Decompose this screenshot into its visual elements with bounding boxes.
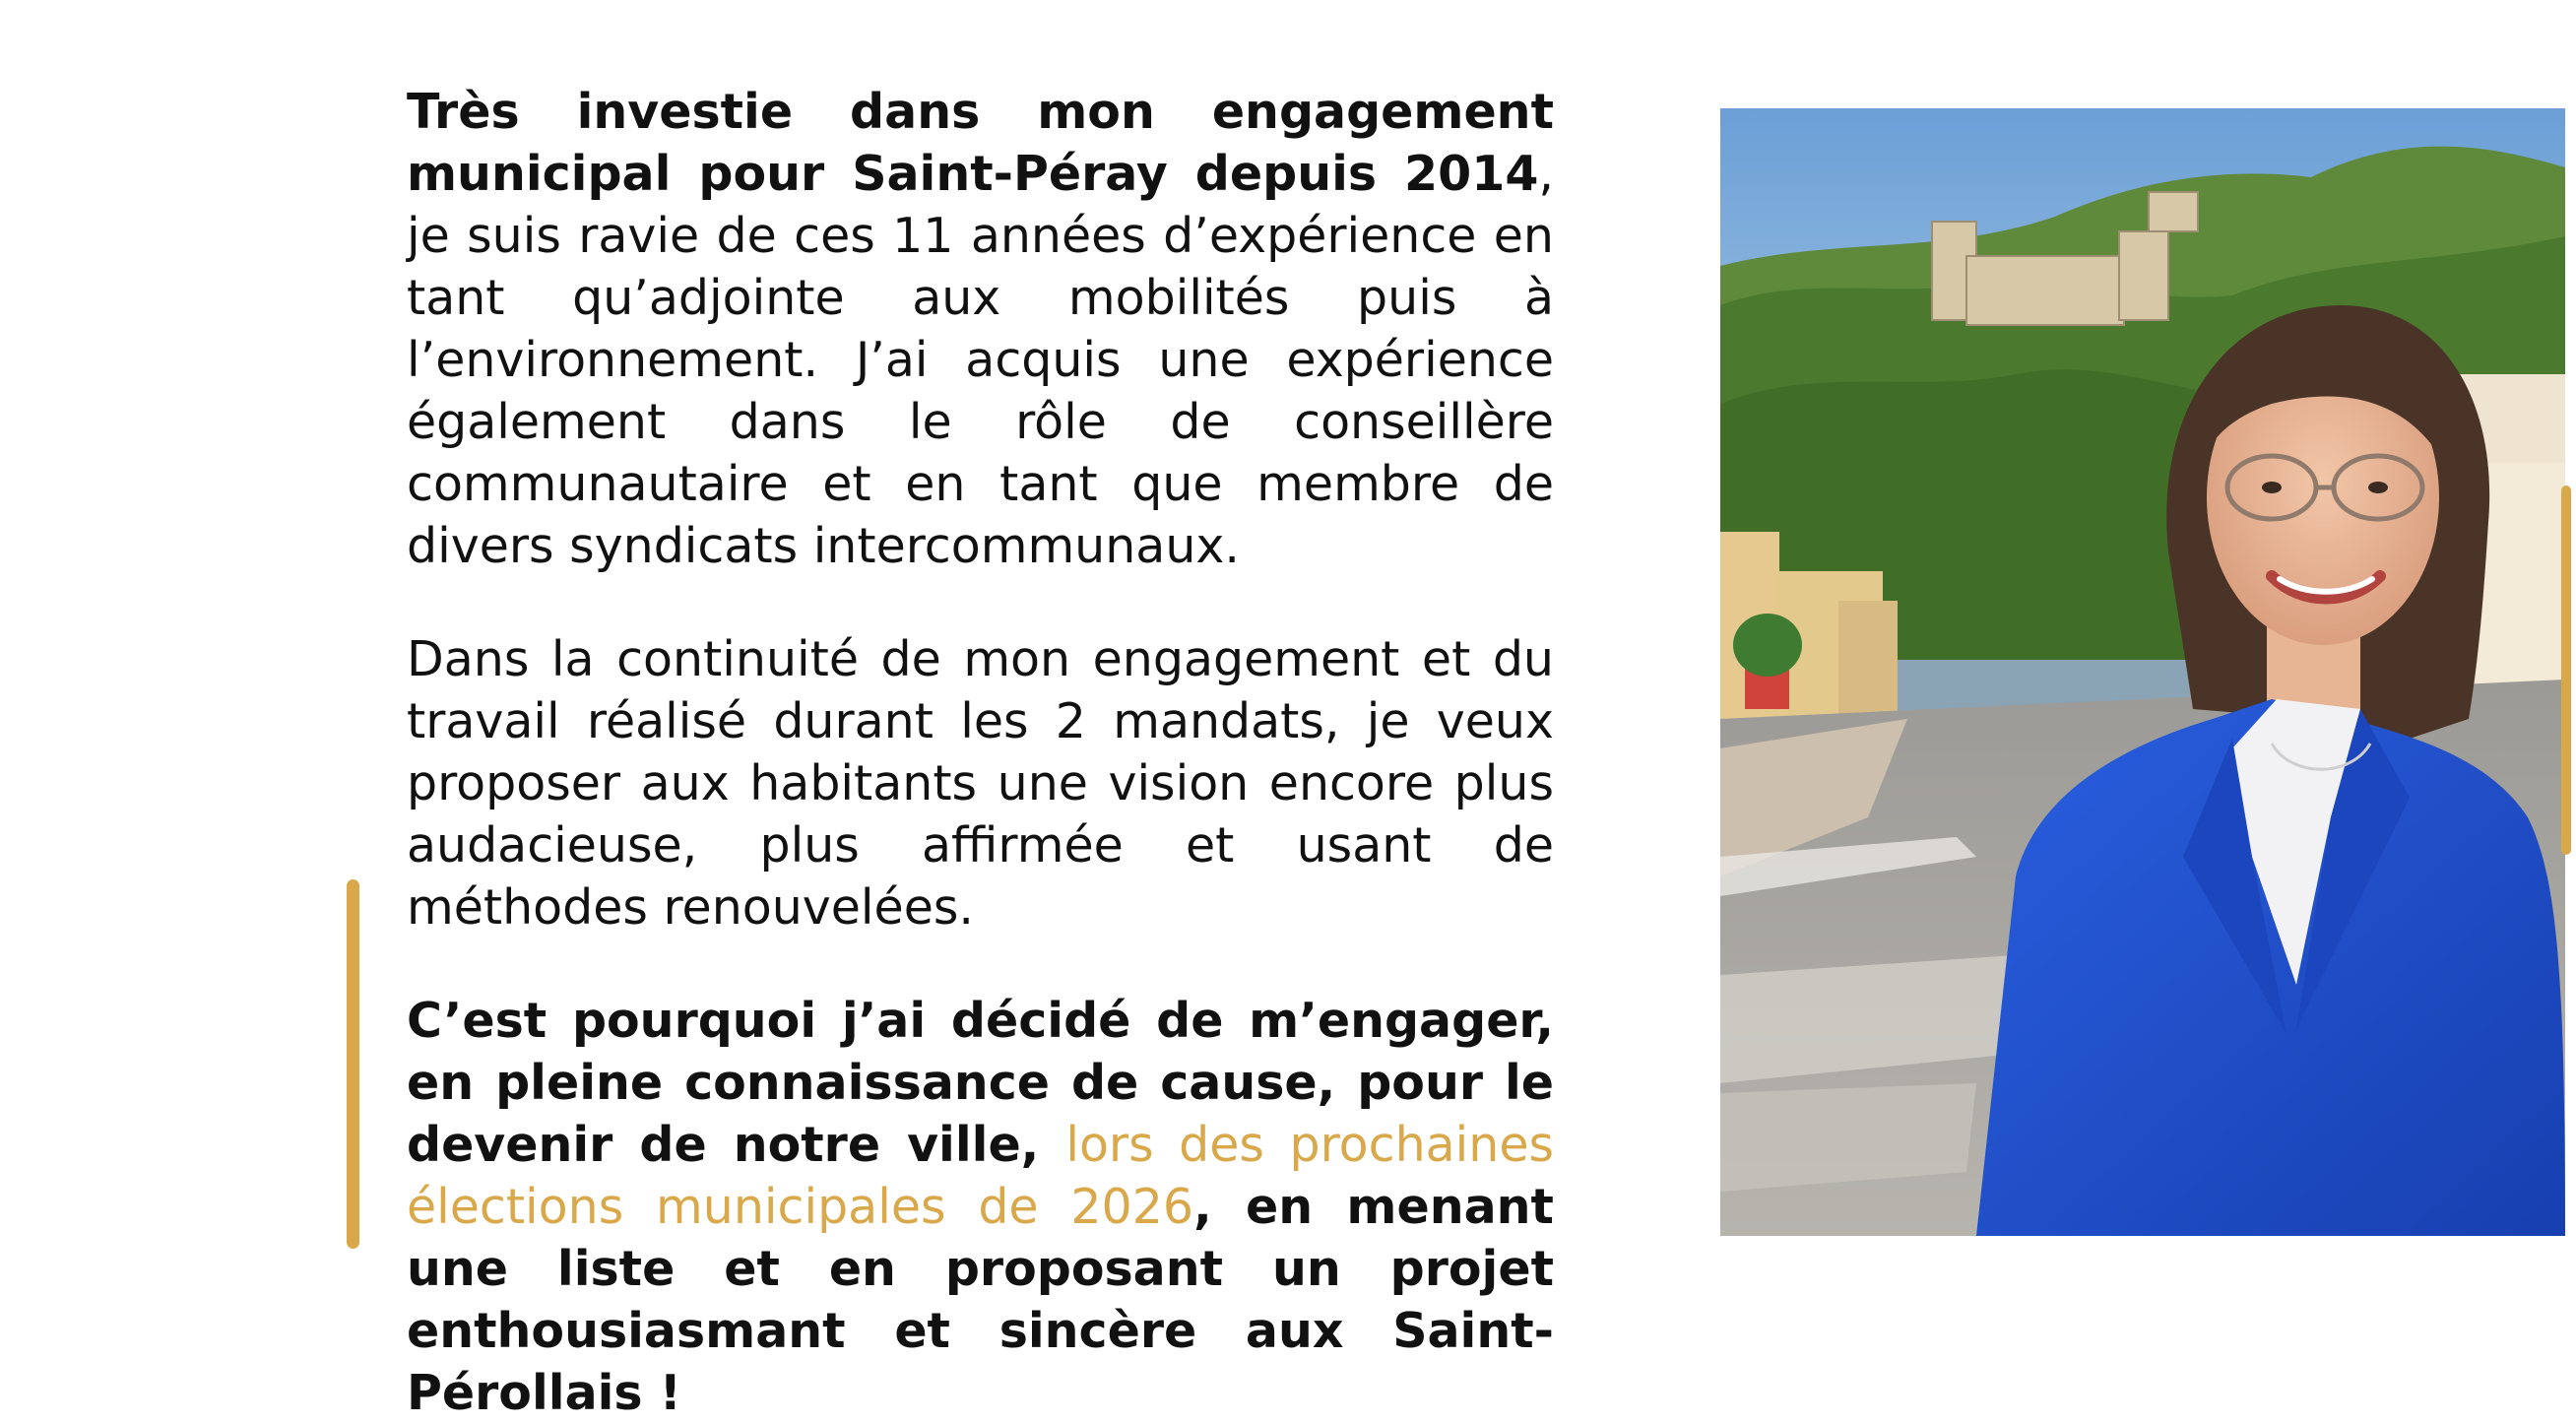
accent-bar xyxy=(347,879,359,1249)
side-accent-bar xyxy=(2561,485,2571,855)
paragraph-intro xyxy=(407,81,1554,577)
paragraph-intro-rest: , je suis ravie de ces 11 années d’expérience en tant qu’adjointe aux mobilités puis à l’environnement. J’ai acquis une expérience également dans le rôle de conseillère communautaire et en tant que membre de divers syndicats intercommunaux. xyxy=(407,146,1554,574)
paragraph-intro-lead: Très investie dans mon engagement municipal pour Saint-Péray depuis 2014 xyxy=(407,84,1554,202)
paragraph-candidacy-highlight: lors des prochaines élections municipales de 2026 xyxy=(407,1117,1554,1235)
portrait-photo xyxy=(1720,108,2565,1236)
paragraph-candidacy-lead: C’est pourquoi j’ai décidé de m’engager, en pleine connaissance de cause, pour le devenir de notre ville, xyxy=(407,993,1554,1173)
paragraph-candidacy-tail: , en menant une liste et en proposant un projet enthousiasmant et sincère aux Saint-Pérollais ! xyxy=(407,1179,1554,1421)
text-column xyxy=(407,81,1554,1424)
paragraph-vision: Dans la continuité de mon engagement et du travail réalisé durant les 2 mandats, je veux proposer aux habitants une vision encore plus audacieuse, plus affirmée et usant de méthodes renouvelées. xyxy=(407,631,1554,936)
paragraph-candidacy xyxy=(407,990,1554,1424)
